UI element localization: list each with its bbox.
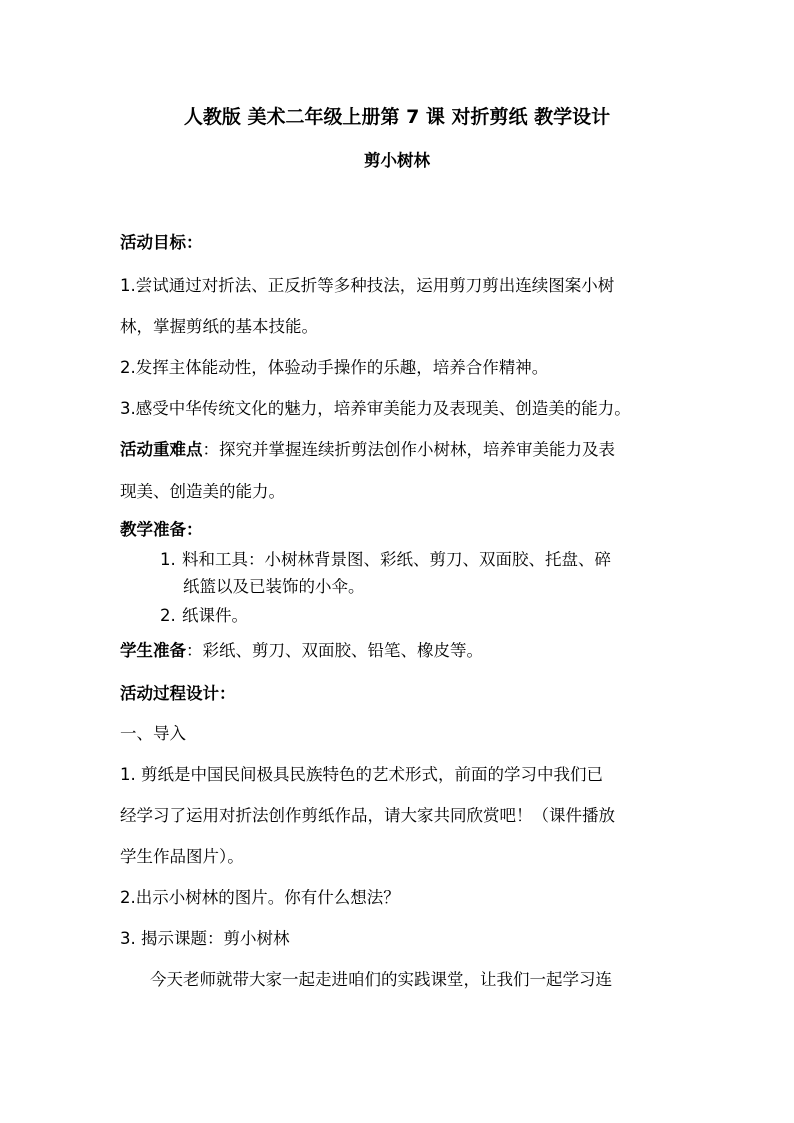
section-1-heading: 一、导入 <box>120 724 186 743</box>
document-title: 人教版 美术二年级上册第 7 课 对折剪纸 教学设计 <box>183 106 611 128</box>
prep-item-1-line-1 <box>160 549 680 571</box>
process-heading: 活动过程设计： <box>120 684 236 703</box>
step-3-paragraph: 今天老师就带大家一起走进咱们的实践课堂，让我们一起学习连 <box>150 970 612 989</box>
keypoints-line-2: 现美、创造美的能力。 <box>120 482 285 501</box>
keypoints-label: 活动重难点 <box>120 440 203 459</box>
prep-item-2-number: 2. <box>160 606 176 625</box>
step-1-line-1: 1. 剪纸是中国民间极具民族特色的艺术形式，前面的学习中我们已 <box>120 765 603 784</box>
prep-item-1-line-2: 纸篮以及已装饰的小伞。 <box>183 577 365 596</box>
objective-1-line-1: 1.尝试通过对折法、正反折等多种技法，运用剪刀剪出连续图案小树 <box>120 276 615 295</box>
keypoints-line-1 <box>120 439 680 461</box>
objectives-heading: 活动目标： <box>120 233 203 252</box>
student-prep-label: 学生准备 <box>120 641 186 660</box>
step-3: 3. 揭示课题：剪小树林 <box>120 929 290 948</box>
objective-2: 2.发挥主体能动性，体验动手操作的乐趣，培养合作精神。 <box>120 358 549 377</box>
prep-item-1-number: 1. <box>160 550 176 569</box>
student-prep-text: ：彩纸、剪刀、双面胶、铅笔、橡皮等。 <box>186 641 483 660</box>
keypoints-text: ：探究并掌握连续折剪法创作小树林，培养审美能力及表 <box>202 440 615 459</box>
teaching-prep-heading: 教学准备： <box>120 520 203 539</box>
prep-item-2-text: 纸课件。 <box>182 606 248 625</box>
step-1-line-2: 经学习了运用对折法创作剪纸作品，请大家共同欣赏吧！（课件播放 <box>120 806 615 825</box>
prep-item-1-text: 料和工具：小树林背景图、彩纸、剪刀、双面胶、托盘、碎 <box>182 550 611 569</box>
objective-3: 3.感受中华传统文化的魅力，培养审美能力及表现美、创造美的能力。 <box>120 399 631 418</box>
objective-1-line-2: 林，掌握剪纸的基本技能。 <box>120 317 318 336</box>
document-subtitle: 剪小树林 <box>364 151 430 170</box>
step-2: 2.出示小树林的图片。你有什么想法？ <box>120 888 400 907</box>
prep-item-2 <box>160 605 680 627</box>
step-1-line-3: 学生作品图片）。 <box>120 847 244 866</box>
student-prep <box>120 640 680 662</box>
